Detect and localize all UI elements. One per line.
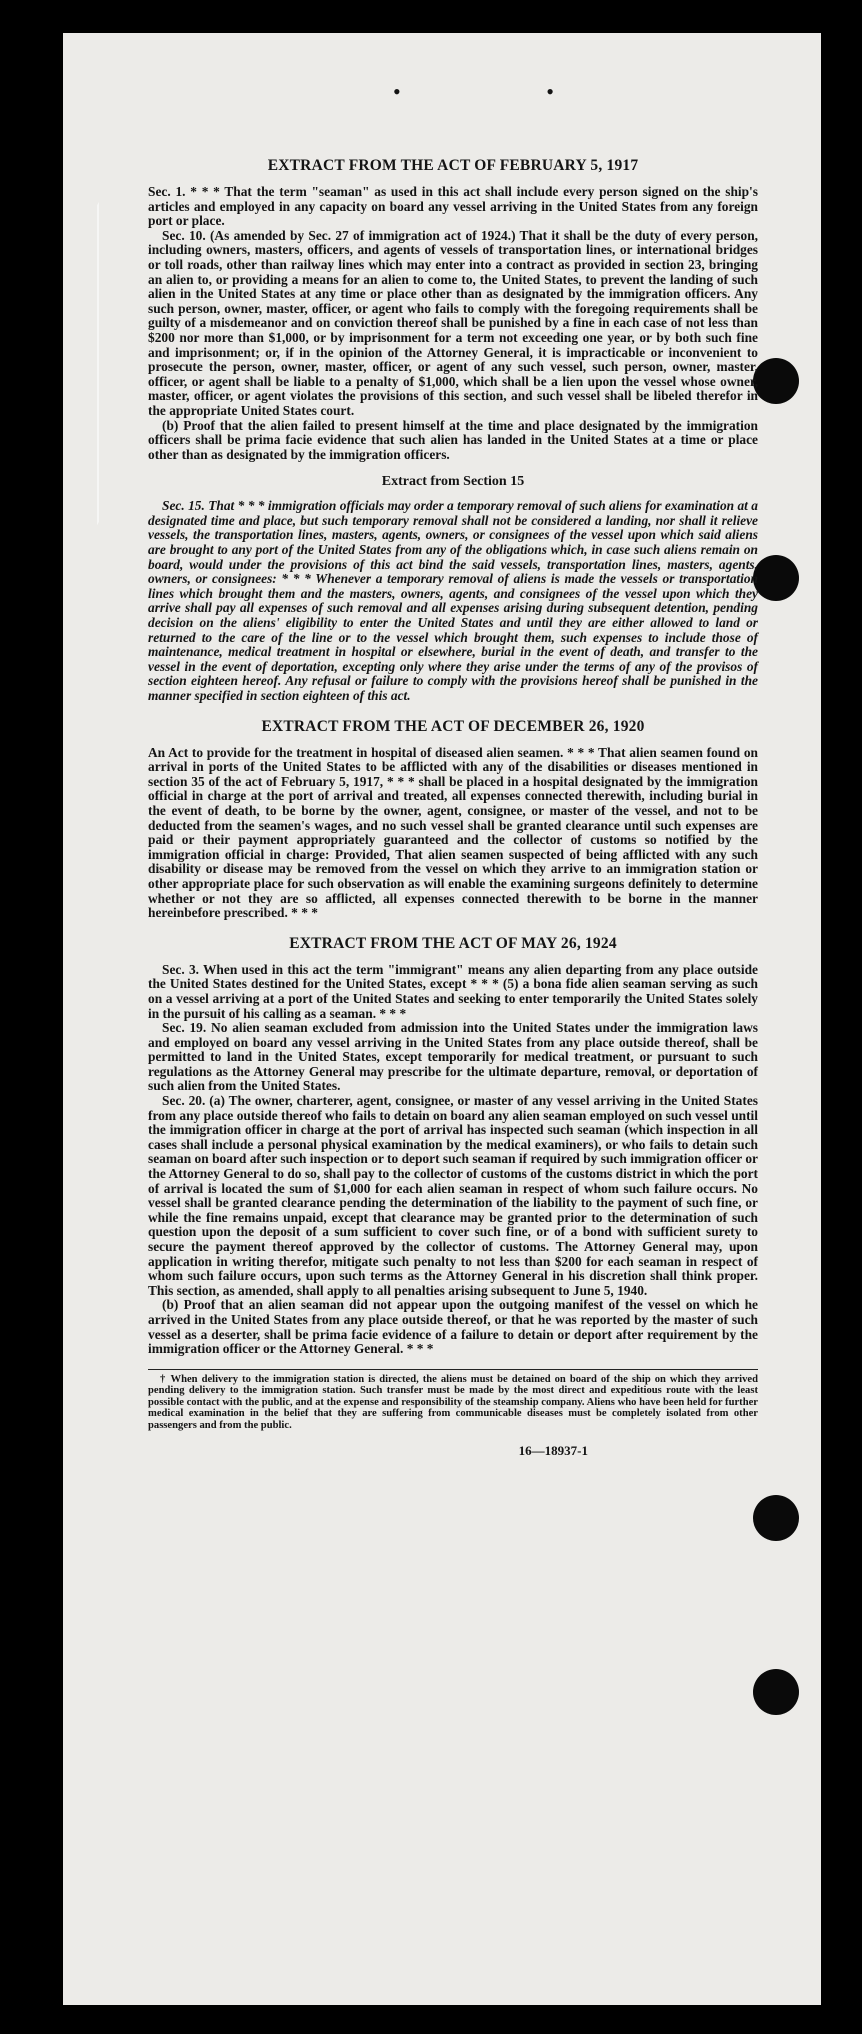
punch-hole-2	[753, 555, 799, 601]
paragraph-sec-20-b: (b) Proof that an alien seaman did not appear upon the outgoing manifest of the vessel on which he arrived in the United States from any place outside thereof, or that he was reported by the master of such vessel as a deserter, shall be prima facie evidence of a failure to detain or deport after requirement by the immigration officer or the Attorney General. * * *	[148, 1297, 758, 1357]
heading-act-1920: EXTRACT FROM THE ACT OF DECEMBER 26, 1920	[261, 717, 645, 735]
paragraph-sec-19: Sec. 19. No alien seaman excluded from admission into the United States under the immigration laws and employed on board any vessel arriving in the United States from any place outside thereof, shall be permitted to land in the United States, except temporarily for medical treatment, or pursuant to such regulations as the Attorney General may prescribe for the ultimate departure, removal, or deportation of such alien from the United States.	[148, 1020, 758, 1094]
paragraph-sec-1: Sec. 1. * * * That the term "seaman" as used in this act shall include every person signed on the ship's articles and employed in any capacity on board any vessel arriving in the United States from any foreign port or place.	[148, 184, 758, 229]
paragraph-sec-10-b: (b) Proof that the alien failed to present himself at the time and place designated by the immigration officers shall be prima facie evidence that such alien has landed in the United States at a time or place other than as designated by the immigration officers.	[148, 417, 758, 462]
paragraph-sec-15: Sec. 15. That * * * immigration officials may order a temporary removal of such aliens for examination at a designated time and place, but such temporary removal shall not be considered a landing, nor shall it relieve vessels, the transportation lines, masters, agents, owners, or consignees of the vessel upon which said aliens are brought to any port of the United States from any of the obligations which, in case such aliens remain on board, would under the provisions of this act bind the said vessels, transportation lines, masters, agents, owners, or consignees: * * * Whenever a temporary removal of aliens is made the vessels or transportation lines which brought them and the masters, owners, agents, and consignees of the vessel upon which they arrive shall pay all expenses of such removal and all expenses arising during subsequent detention, pending decision on the aliens' eligibility to enter the United States and until they are either allowed to land or returned to the care of the line or to the vessel which brought them, such expenses to include those of maintenance, medical treatment in hospital or elsewhere, burial in the event of death, and transfer to the vessel in the event of deportation, excepting only where they arise under the terms of any of the provisos of section eighteen hereof. Any refusal or failure to comply with the provisions hereof shall be punished in the manner specified in section eighteen of this act.	[148, 498, 758, 703]
footnote-text: † When delivery to the immigration station is directed, the aliens must be detained on board of the ship on which they arrived pending delivery to the immigration station. Such transfer must be made by the most direct and expeditious route with the least possible contact with the public, and at the expense and responsibility of the steamship company. Aliens who have been held for further medical examination in the belief that they are suffering from communicable diseases must be completely isolated from other passengers and from the public.	[148, 1373, 758, 1431]
heading-act-1917: EXTRACT FROM THE ACT OF FEBRUARY 5, 1917	[267, 157, 639, 174]
document-body	[148, 143, 758, 1459]
footnote-block	[148, 1369, 758, 1432]
header-dots: • •	[393, 79, 624, 104]
heading-section-15: Extract from Section 15	[381, 474, 525, 490]
document-page	[63, 33, 821, 2005]
page-fold-crease	[63, 202, 99, 584]
heading-act-1924: EXTRACT FROM THE ACT OF MAY 26, 1924	[289, 934, 617, 952]
paragraph-sec-20-a: Sec. 20. (a) The owner, charterer, agent, consignee, or master of any vessel arriving in the United States from any place outside thereof who fails to detain on board any alien seaman employed on such vessel until the immigration officer in charge at the port of arrival has inspected such seaman (which inspection in all cases shall include a personal physical examination by the medical examiners), or who fails to detain such seaman on board after such inspection or to deport such seaman if required by such immigration officer or the Attorney General to do so, shall pay to the collector of customs of the customs district in which the port of arrival is located the sum of $1,000 for each alien seaman in respect of whom such failure occurs. No vessel shall be granted clearance pending the determination of the liability to the payment of such fine, or while the fine remains unpaid, except that clearance may be granted prior to the determination of such question upon the deposit of a sum sufficient to cover such fine, or of a bond with sufficient surety to secure the payment thereof approved by the collector of customs. The Attorney General may, upon application in writing therefor, mitigate such penalty to not less than $200 for each seaman in respect of whom such failure occurs, upon such terms as the Attorney General in his discretion shall think proper. This section, as amended, shall apply to all penalties arising subsequent to June 5, 1940.	[148, 1093, 758, 1298]
paragraph-act-1920: An Act to provide for the treatment in hospital of diseased alien seamen. * * * That alien seamen found on arrival in ports of the United States to be afflicted with any of the disabilities or diseases mentioned in section 35 of the act of February 5, 1917, * * * shall be placed in a hospital designated by the immigration official in charge at the port of arrival and treated, all expenses connected therewith, including burial in the event of death, to be borne by the owner, agent, consignee, or master of the vessel, and not to be deducted from the seamen's wages, and no such vessel shall be granted clearance until such expenses are paid or their payment appropriately guaranteed and the collector of customs so notified by the immigration official in charge: Provided, That alien seamen suspected of being afflicted with any such disability or disease may be removed from the vessel on which they arrive to an immigration station or other appropriate place for such observation as will enable the examining surgeons definitely to determine whether or not they are so afflicted, all expenses connected therewith to be borne in the manner hereinbefore prescribed. * * *	[148, 744, 758, 921]
punch-hole-3	[753, 1495, 799, 1541]
punch-hole-1	[753, 358, 799, 404]
paragraph-sec-10: Sec. 10. (As amended by Sec. 27 of immigration act of 1924.) That it shall be the duty of every person, including owners, masters, officers, and agents of vessels of transportation lines, or international bridges or toll roads, other than railway lines which may enter into a contract as provided in section 23, bringing an alien to, or providing a means for an alien to come to, the United States, to prevent the landing of such alien in the United States at any time or place other than as designated by the immigration officers. Any such person, owner, master, officer, or agent who fails to comply with the foregoing requirements shall be guilty of a misdemeanor and on conviction thereof shall be punished by a fine in each case of not less than $200 nor more than $1,000, or by imprisonment for a term not exceeding one year, or by both such fine and imprisonment; or, if in the opinion of the Attorney General, it is impracticable or inconvenient to prosecute the person, owner, master, officer, or agent of any such vessel, such person, owner, master, officer, or agent shall be liable to a penalty of $1,000, which shall be a lien upon the vessel whose owner, master, officer, or agent violates the provisions of this section, and such vessel shall be libeled therefor in the appropriate United States court.	[148, 227, 758, 418]
punch-hole-4	[753, 1669, 799, 1715]
paragraph-sec-3: Sec. 3. When used in this act the term "immigrant" means any alien departing from any place outside the United States destined for the United States, except * * * (5) a bona fide alien seaman serving as such on a vessel arriving at a port of the United States and seeking to enter temporarily the United States solely in the pursuit of his calling as a seaman. * * *	[148, 961, 758, 1021]
form-code: 16—18937-1	[518, 1443, 588, 1459]
